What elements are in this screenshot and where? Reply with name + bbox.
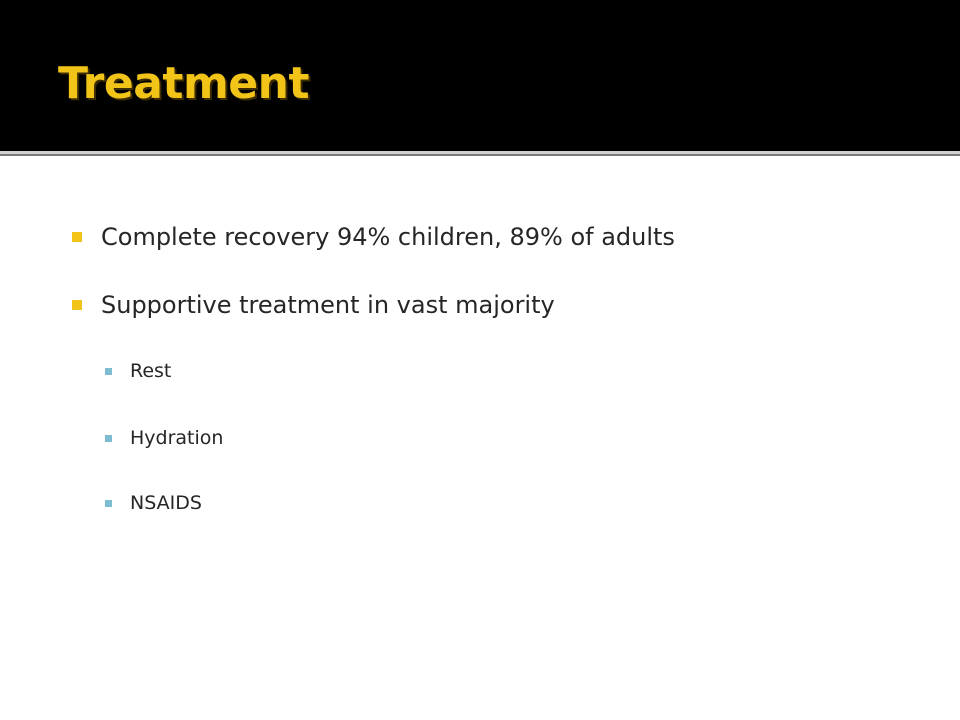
square-sub-bullet-icon bbox=[105, 368, 112, 375]
sub-bullet-item-nsaids bbox=[105, 490, 202, 516]
title-divider-dark bbox=[0, 154, 960, 156]
square-bullet-icon bbox=[72, 232, 82, 242]
sub-bullet-item-rest bbox=[105, 358, 171, 384]
sub-bullet-text: NSAIDS bbox=[130, 492, 202, 514]
square-bullet-icon bbox=[72, 300, 82, 310]
sub-bullet-text: Rest bbox=[130, 360, 172, 382]
bullet-item-supportive-treatment bbox=[72, 290, 555, 320]
sub-bullet-text: Hydration bbox=[130, 427, 224, 449]
square-sub-bullet-icon bbox=[105, 500, 112, 507]
sub-bullet-item-hydration bbox=[105, 425, 223, 451]
square-sub-bullet-icon bbox=[105, 435, 112, 442]
bullet-item-recovery bbox=[72, 222, 675, 252]
slide-title: Treatment bbox=[58, 58, 309, 109]
title-bar bbox=[0, 0, 960, 151]
bullet-text: Supportive treatment in vast majority bbox=[101, 291, 555, 319]
bullet-text: Complete recovery 94% children, 89% of adults bbox=[101, 223, 675, 251]
